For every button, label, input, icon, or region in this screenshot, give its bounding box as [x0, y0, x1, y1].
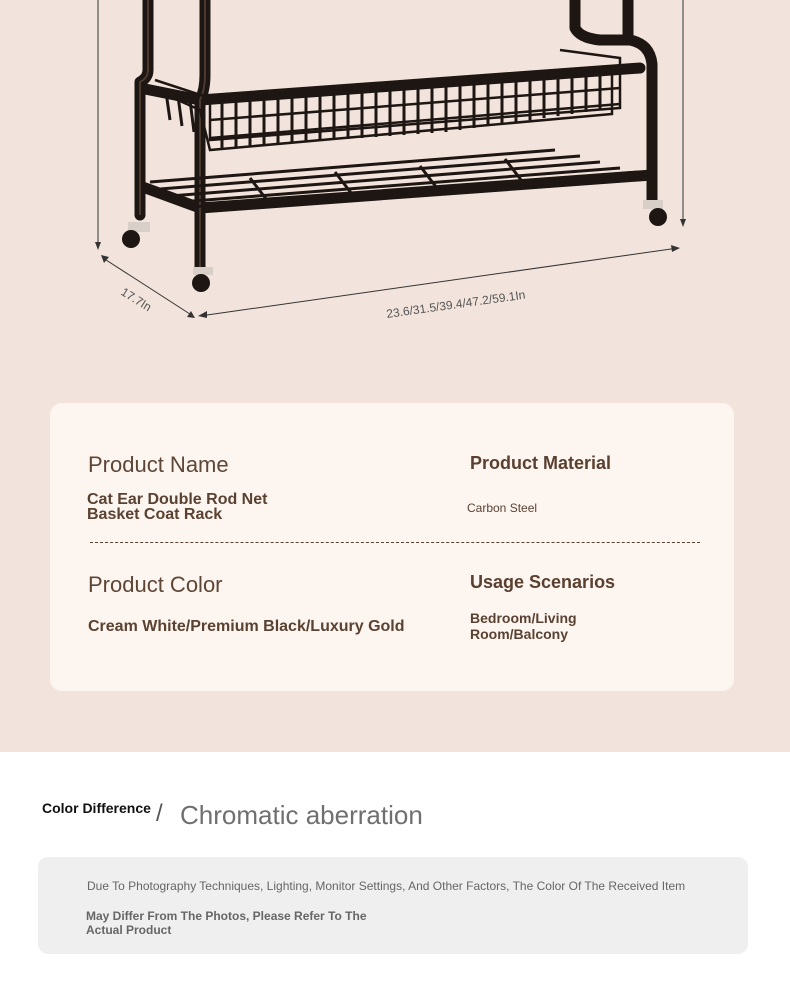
depth-label: 17.7In [118, 284, 155, 315]
spec-divider [90, 542, 700, 543]
note-line-2: May Differ From The Photos, Please Refer To The Actual Product [86, 909, 367, 937]
width-label: 23.6/31.5/39.4/47.2/59.1In [385, 287, 527, 321]
product-name-label: Product Name [88, 452, 229, 477]
product-name-value: Cat Ear Double Rod Net Basket Coat Rack [87, 491, 268, 523]
product-material-value: Carbon Steel [467, 501, 538, 515]
color-difference-note [38, 857, 748, 954]
title-separator: / [156, 800, 163, 827]
product-material-label: Product Material [470, 453, 612, 473]
product-color-label: Product Color [88, 572, 223, 597]
rack-frame [140, 0, 652, 270]
coat-rack-illustration [0, 0, 790, 360]
usage-scenarios-value: Bedroom/Living Room/Balcony [470, 610, 577, 642]
note-line-1: Due To Photography Techniques, Lighting, Monitor Settings, And Other Factors, The Color Of The Received Item [87, 879, 686, 893]
usage-scenarios-label: Usage Scenarios [470, 572, 616, 592]
product-spec-card [50, 403, 734, 691]
color-difference-title: Color Difference [42, 800, 151, 816]
color-difference-subtitle: Chromatic aberration [180, 800, 423, 830]
product-color-value: Cream White/Premium Black/Luxury Gold [88, 618, 405, 635]
